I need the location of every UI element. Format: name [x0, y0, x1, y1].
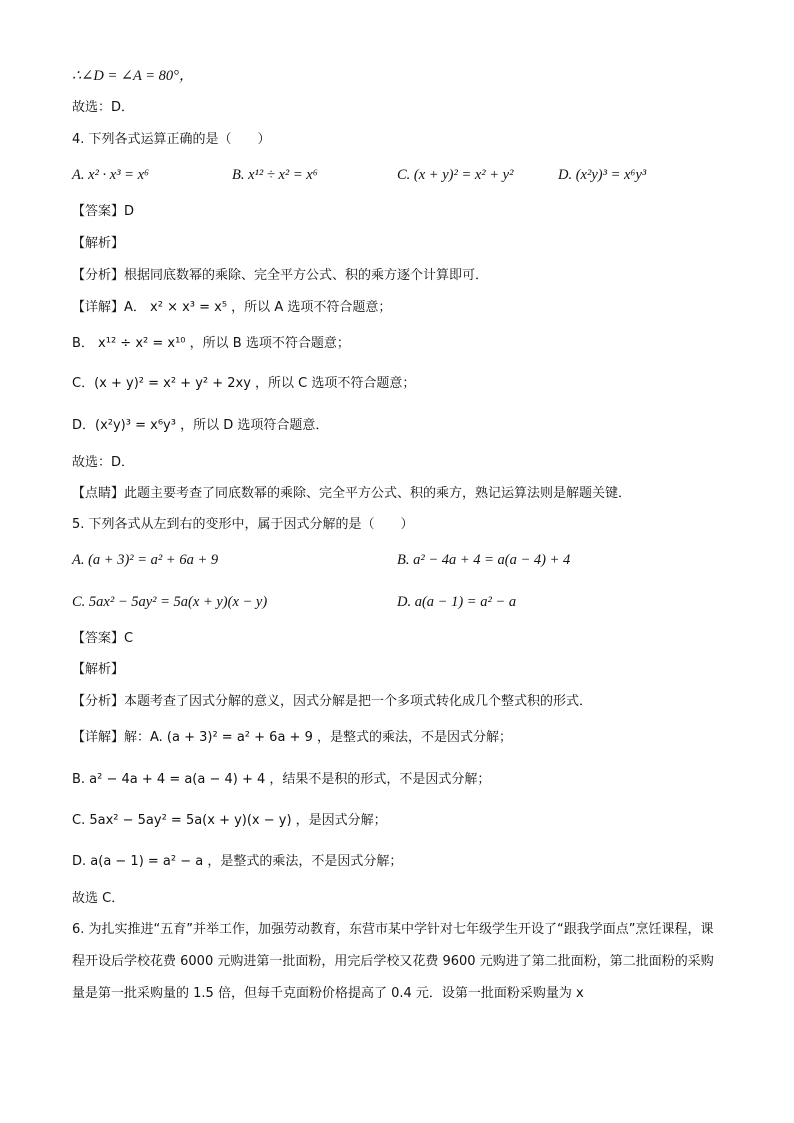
q5-choice: 故选 C． [72, 891, 125, 906]
answer-choice-prev: 故选：D． [72, 100, 135, 115]
q4-detail-a: 【详解】A． x² × x³ = x⁵ ，所以 A 选项不符合题意； [72, 300, 392, 315]
question-6: 6. 为扎实推进“五育”并举工作，加强劳动教育，东营市某中学针对七年级学生开设了“跟我学面点”烹饪课程，课程开设后学校花费 6000 元购进第一批面粉，用完后学校又花费 9600 元购进了第二批面粉，第二批面粉的采购量是第一批采购量的 1.5 倍，但每千克面粉价格提高了 0.4 元．设第一批面粉采购量为 x [72, 922, 714, 1001]
q4-analysis: 【分析】根据同底数幂的乘除、完全平方公式、积的乘方逐个计算即可． [72, 268, 489, 283]
q5-detail-d: D. a(a − 1) = a² − a ，是整式的乘法，不是因式分解； [72, 854, 403, 869]
q4-detail-b: B． x¹² ÷ x² = x¹⁰ ，所以 B 选项不符合题意； [72, 336, 350, 351]
q5-analysis-heading: 【解析】 [72, 662, 125, 677]
q5-answer: 【答案】C [72, 631, 134, 646]
q5-option-b: B. a² − 4a + 4 = a(a − 4) + 4 [397, 552, 571, 568]
q5-detail-b: B. a² − 4a + 4 = a(a − 4) + 4 ，结果不是积的形式，不是因式分解； [72, 772, 491, 787]
q4-detail-d: D．(x²y)³ = x⁶y³ ，所以 D 选项符合题意． [72, 418, 329, 433]
q5-analysis: 【分析】本题考查了因式分解的意义，因式分解是把一个多项式转化成几个整式积的形式． [72, 694, 593, 709]
question-4: 4. 下列各式运算正确的是（ ） [72, 132, 271, 147]
conclusion-angle: ∴∠D = ∠A = 80°， [72, 68, 194, 84]
q4-remark: 【点睛】此题主要考查了同底数幂的乘除、完全平方公式、积的乘方，熟记运算法则是解题关键． [72, 486, 632, 501]
q4-analysis-heading: 【解析】 [72, 236, 125, 251]
q5-option-a: A. (a + 3)² = a² + 6a + 9 [72, 552, 219, 568]
q4-option-b: B. x¹² ÷ x² = x⁶ [232, 167, 318, 183]
q4-option-d: D. (x²y)³ = x⁶y³ [558, 167, 647, 183]
q5-detail-a: 【详解】解：A. (a + 3)² = a² + 6a + 9 ，是整式的乘法，不是因式分解； [72, 730, 512, 745]
q4-option-c: C. (x + y)² = x² + y² [397, 167, 514, 183]
q4-choice: 故选：D． [72, 455, 135, 470]
q4-answer: 【答案】D [72, 204, 135, 219]
question-5: 5. 下列各式从左到右的变形中，属于因式分解的是（ ） [72, 517, 414, 532]
q5-detail-c: C. 5ax² − 5ay² = 5a(x + y)(x − y) ，是因式分解； [72, 813, 387, 828]
q5-option-c: C. 5ax² − 5ay² = 5a(x + y)(x − y) [72, 594, 268, 610]
q4-detail-c: C．(x + y)² = x² + y² + 2xy ，所以 C 选项不符合题意； [72, 376, 416, 391]
q4-option-a: A. x² · x³ = x⁶ [72, 167, 150, 183]
q5-option-d: D. a(a − 1) = a² − a [397, 594, 517, 610]
